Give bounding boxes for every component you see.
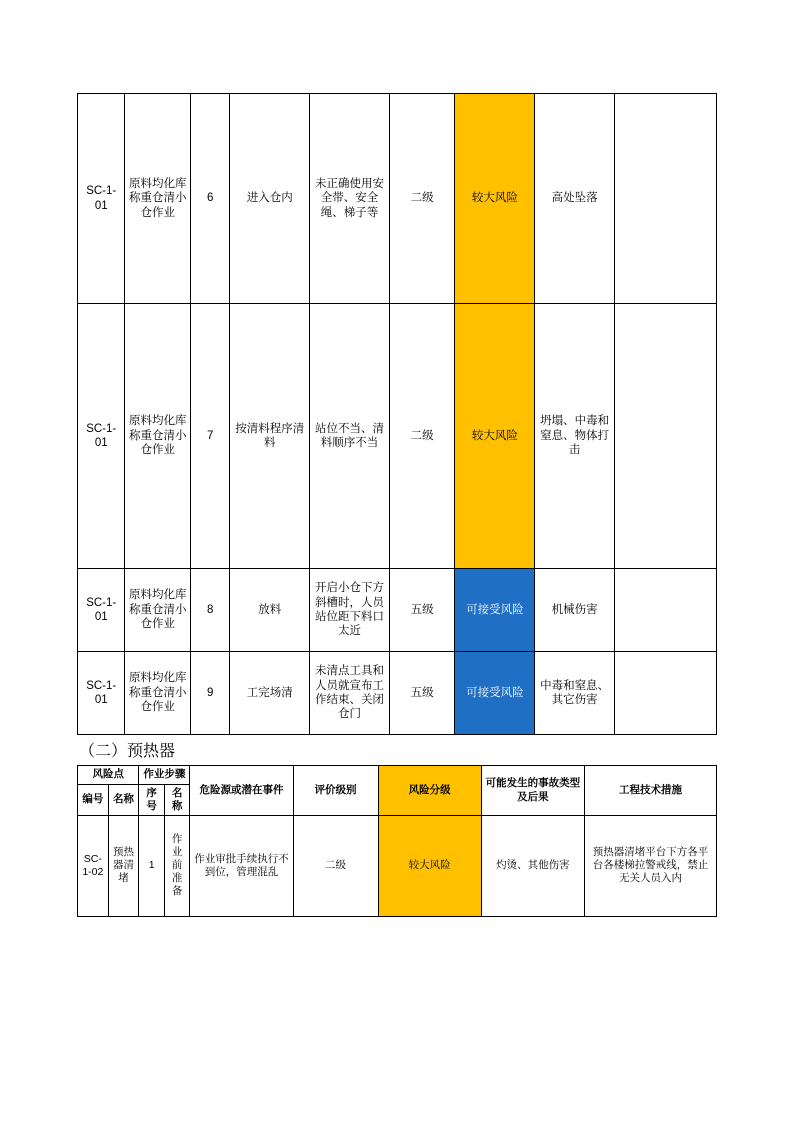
cell-level: 五级 xyxy=(389,652,455,735)
cell-step: 放料 xyxy=(230,569,310,652)
document-content xyxy=(77,93,717,917)
cell-name: 原料均化库称重仓清小仓作业 xyxy=(125,94,191,304)
cell-accident: 机械伤害 xyxy=(535,569,615,652)
cell-code: SC-1-01 xyxy=(78,569,125,652)
cell-step: 工完场清 xyxy=(230,652,310,735)
cell-name: 预热器清堵 xyxy=(108,815,139,916)
risk-table-preheater xyxy=(77,765,717,916)
table-row xyxy=(78,304,717,569)
cell-code: SC-1-01 xyxy=(78,304,125,569)
cell-name: 原料均化库称重仓清小仓作业 xyxy=(125,569,191,652)
header-accident: 可能发生的事故类型及后果 xyxy=(481,766,584,815)
cell-risk-grade: 可接受风险 xyxy=(455,569,535,652)
cell-risk-grade: 较大风险 xyxy=(378,815,481,916)
header-step-name: 名称 xyxy=(164,784,189,815)
cell-accident: 坍塌、中毒和窒息、物体打击 xyxy=(535,304,615,569)
table-header-row-group xyxy=(78,766,717,784)
cell-step: 作业前准备 xyxy=(164,815,189,916)
header-work-step: 作业步骤 xyxy=(139,766,190,784)
cell-seq: 8 xyxy=(191,569,230,652)
cell-code: SC-1-02 xyxy=(78,815,109,916)
cell-seq: 7 xyxy=(191,304,230,569)
cell-name: 原料均化库称重仓清小仓作业 xyxy=(125,652,191,735)
cell-accident: 高处坠落 xyxy=(535,94,615,304)
cell-measure xyxy=(614,304,716,569)
cell-hazard: 开启小仓下方斜槽时，人员站位距下料口太近 xyxy=(310,569,390,652)
cell-hazard: 未清点工具和人员就宣布工作结束、关闭仓门 xyxy=(310,652,390,735)
cell-measure xyxy=(614,652,716,735)
header-risk-point: 风险点 xyxy=(78,766,139,784)
header-name: 名称 xyxy=(108,784,139,815)
cell-risk-grade: 可接受风险 xyxy=(455,652,535,735)
cell-level: 二级 xyxy=(293,815,378,916)
header-seq: 序号 xyxy=(139,784,164,815)
cell-measure xyxy=(614,94,716,304)
header-hazard: 危险源或潜在事件 xyxy=(190,766,293,815)
cell-level: 二级 xyxy=(389,304,455,569)
table-row xyxy=(78,652,717,735)
table-row xyxy=(78,94,717,304)
cell-accident: 灼烫、其他伤害 xyxy=(481,815,584,916)
cell-measure: 预热器清堵平台下方各平台各楼梯拉警戒线，禁止无关人员入内 xyxy=(584,815,716,916)
header-level: 评价级别 xyxy=(293,766,378,815)
table-row xyxy=(78,569,717,652)
cell-level: 五级 xyxy=(389,569,455,652)
cell-seq: 1 xyxy=(139,815,164,916)
cell-code: SC-1-01 xyxy=(78,652,125,735)
cell-hazard: 未正确使用安全带、安全绳、梯子等 xyxy=(310,94,390,304)
cell-risk-grade: 较大风险 xyxy=(455,94,535,304)
cell-hazard: 站位不当、清料顺序不当 xyxy=(310,304,390,569)
cell-step: 按清料程序清料 xyxy=(230,304,310,569)
cell-level: 二级 xyxy=(389,94,455,304)
section-heading: （二）预热器 xyxy=(79,743,176,760)
header-risk-grade: 风险分级 xyxy=(378,766,481,815)
table-row xyxy=(78,815,717,916)
cell-name: 原料均化库称重仓清小仓作业 xyxy=(125,304,191,569)
cell-step: 进入仓内 xyxy=(230,94,310,304)
cell-hazard: 作业审批手续执行不到位，管理混乱 xyxy=(190,815,293,916)
header-code: 编号 xyxy=(78,784,109,815)
header-measure: 工程技术措施 xyxy=(584,766,716,815)
cell-measure xyxy=(614,569,716,652)
cell-seq: 9 xyxy=(191,652,230,735)
cell-seq: 6 xyxy=(191,94,230,304)
cell-risk-grade: 较大风险 xyxy=(455,304,535,569)
risk-table-continuation xyxy=(77,93,717,735)
cell-code: SC-1-01 xyxy=(78,94,125,304)
cell-accident: 中毒和窒息、其它伤害 xyxy=(535,652,615,735)
